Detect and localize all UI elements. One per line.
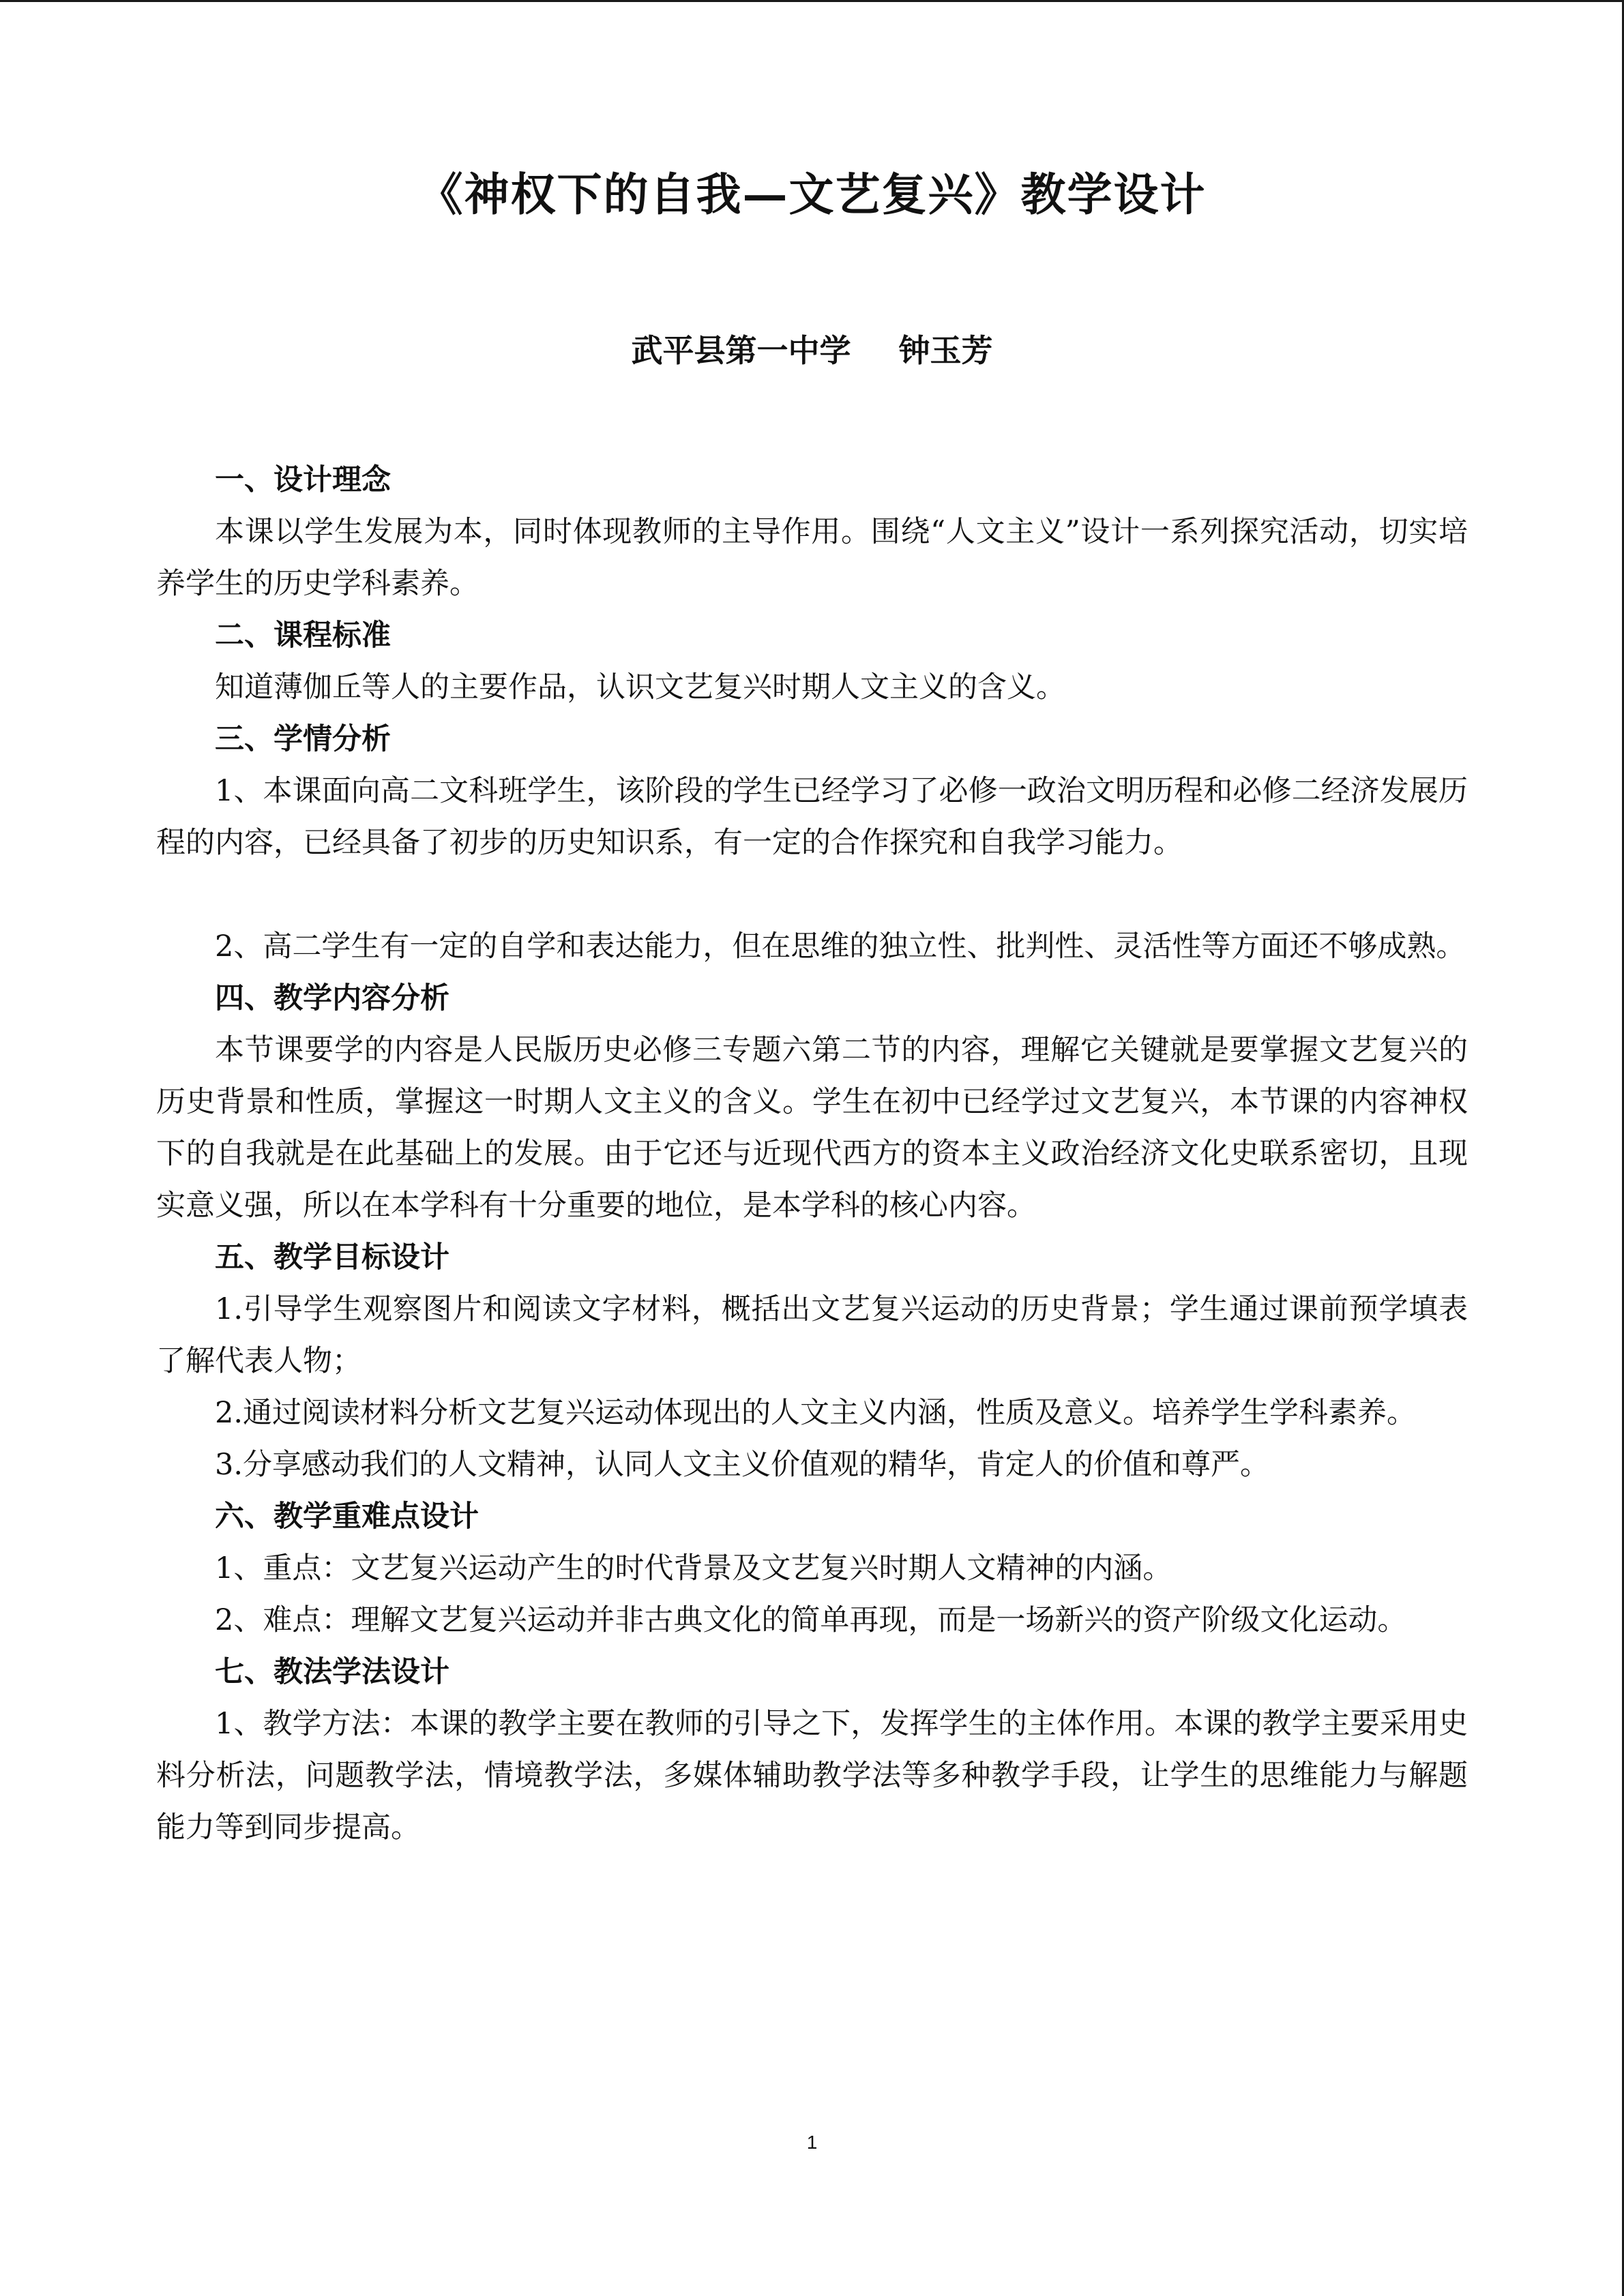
section-heading-learner-analysis: 三、学情分析: [215, 722, 391, 756]
paragraph: 3.分享感动我们的人文精神，认同人文主义价值观的精华，肯定人的价值和尊严。: [215, 1448, 1270, 1482]
page-border-top: [0, 0, 1624, 2]
section-heading-curriculum-standard: 二、课程标准: [215, 618, 391, 653]
section-heading-key-difficult-points: 六、教学重难点设计: [215, 1500, 479, 1534]
section-heading-design-concept: 一、设计理念: [215, 463, 391, 497]
paragraph: 1、重点：文艺复兴运动产生的时代背景及文艺复兴时期人文精神的内涵。: [215, 1551, 1172, 1585]
paragraph: 1.引导学生观察图片和阅读文字材料，概括出文艺复兴运动的历史背景；学生通过课前预学填表了解代表人物；: [156, 1292, 1468, 1378]
paragraph: 本课以学生发展为本，同时体现教师的主导作用。围绕“人文主义”设计一系列探究活动，切实培养学生的历史学科素养。: [156, 515, 1468, 601]
paragraph: 2.通过阅读材料分析文艺复兴运动体现出的人文主义内涵，性质及意义。培养学生学科素养。: [215, 1396, 1417, 1430]
page-number: 1: [806, 2132, 818, 2153]
paragraph: 2、高二学生有一定的自学和表达能力，但在思维的独立性、批判性、灵活性等方面还不够成熟。: [215, 929, 1466, 964]
section-heading-teaching-methods: 七、教法学法设计: [215, 1655, 449, 1689]
section-heading-content-analysis: 四、教学内容分析: [215, 981, 449, 1015]
author-name: 钟玉芳: [898, 332, 993, 369]
author-school: 武平县第一中学: [631, 332, 851, 369]
document-title: 《神权下的自我—文艺复兴》教学设计: [417, 168, 1207, 221]
paragraph: 1、教学方法：本课的教学主要在教师的引导之下，发挥学生的主体作用。本课的教学主要采用史料分析法，问题教学法，情境教学法，多媒体辅助教学法等多种教学手段，让学生的思维能力与解题能力等到同步提高。: [156, 1707, 1468, 1845]
document-body: [156, 454, 1468, 1853]
author-line: [0, 326, 1624, 371]
paragraph: 本节课要学的内容是人民版历史必修三专题六第二节的内容，理解它关键就是要掌握文艺复兴的历史背景和性质，掌握这一时期人文主义的含义。学生在初中已经学过文艺复兴，本节课的内容神权下的自我就是在此基础上的发展。由于它还与近现代西方的资本主义政治经济文化史联系密切，且现实意义强，所以在本学科有十分重要的地位，是本学科的核心内容。: [156, 1033, 1468, 1223]
paragraph: 2、难点：理解文艺复兴运动并非古典文化的简单再现，而是一场新兴的资产阶级文化运动。: [215, 1603, 1407, 1637]
section-heading-teaching-objectives: 五、教学目标设计: [215, 1240, 449, 1274]
blank-line: [156, 869, 1468, 921]
paragraph: 知道薄伽丘等人的主要作品，认识文艺复兴时期人文主义的含义。: [215, 670, 1065, 704]
paragraph: 1、本课面向高二文科班学生，该阶段的学生已经学习了必修一政治文明历程和必修二经济发展历程的内容，已经具备了初步的历史知识系，有一定的合作探究和自我学习能力。: [156, 774, 1468, 860]
